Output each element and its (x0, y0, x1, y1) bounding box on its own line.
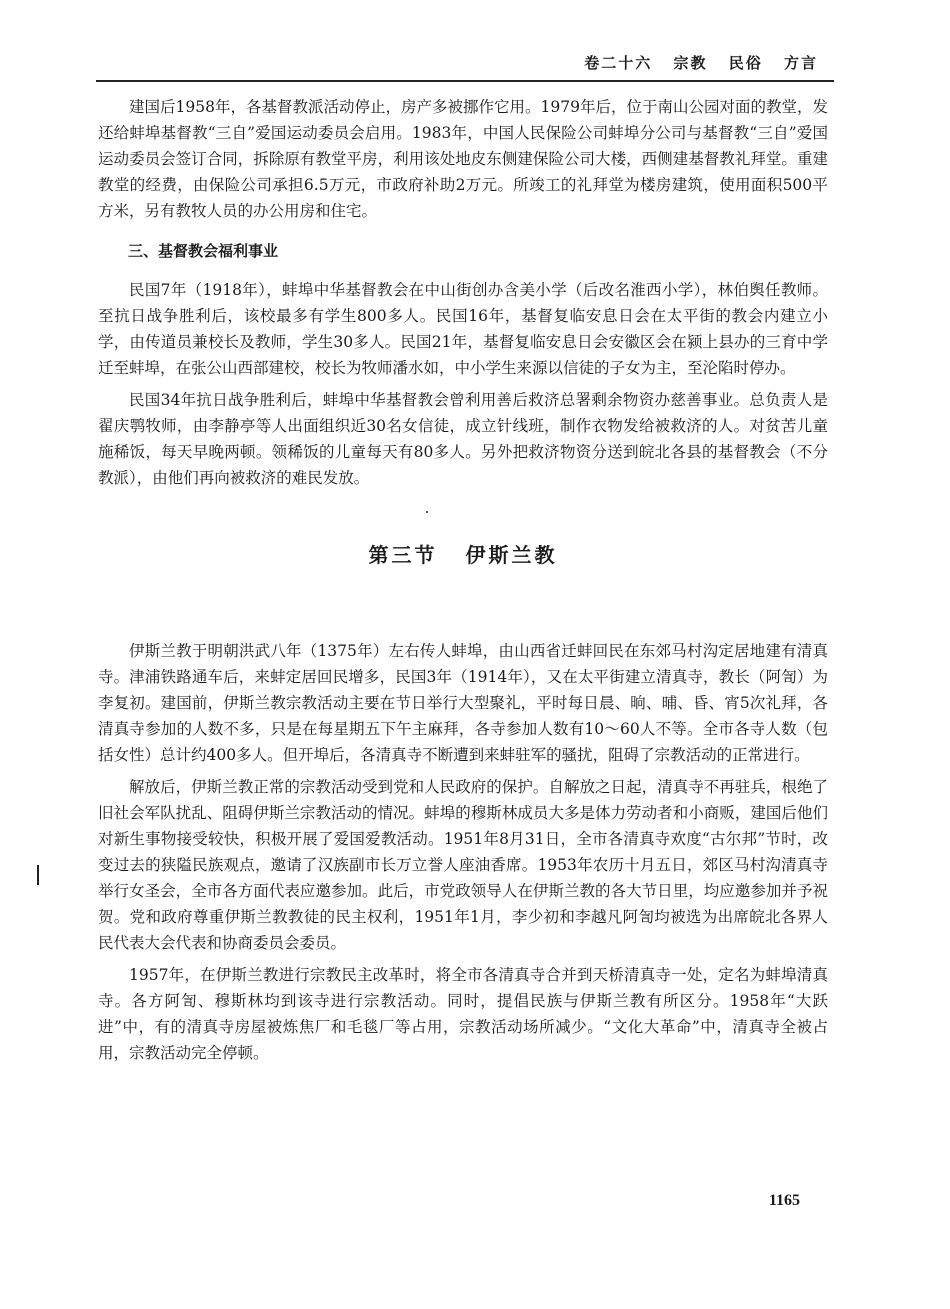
section-name: 伊斯兰教 (465, 543, 558, 567)
section-title (98, 539, 828, 568)
separator-dot (426, 511, 428, 513)
volume-label: 卷二十六 (584, 54, 653, 72)
paragraph-islam-history: 伊斯兰教于明朝洪武八年（1375年）左右传人蚌埠，由山西省迁蚌回民在东郊马村沟定居地建有清真寺。津浦铁路通车后，来蚌定居回民增多，民国3年（1914年），又在太平街建立清真寺，教长（阿訇）为李复初。建国前，伊斯兰教宗教活动主要在节日举行大型聚礼，平时每日晨、晌、晡、昏、宵5次礼拜，各清真寺参加的人数不多，只是在每星期五下午主麻拜，各寺参加人数有10～60人不等。全市各寺人数（包括女性）总计约400多人。但开埠后，各清真寺不断遭到来蚌驻军的骚扰，阻碍了宗教活动的正常进行。 (98, 642, 828, 764)
page-body (98, 94, 828, 1072)
margin-mark (37, 865, 39, 885)
paragraph-church-schools: 民国7年（1918年），蚌埠中华基督教会在中山街创办含美小学（后改名淮西小学），林伯舆任教师。至抗日战争胜利后，该校最多有学生800多人。民国16年，基督复临安息日会在太平街的教会内建立小学，由传道员兼校长及教师，学生30多人。民国21年，基督复临安息日会安徽区会在颍上县办的三育中学迁至蚌埠，在张公山西部建校，校长为牧师潘水如，中小学生来源以信徒的子女为主，至沦陷时停办。 (98, 281, 828, 377)
subsection-heading: 三、基督教会福利事业 (128, 242, 279, 260)
header-rule (96, 80, 834, 82)
topic-folk-customs: 民俗 (728, 54, 763, 72)
running-head (570, 52, 818, 73)
paragraph-islam-reform: 1957年，在伊斯兰教进行宗教民主改革时，将全市各清真寺合并到天桥清真寺一处，定名为蚌埠清真寺。各方阿訇、穆斯林均到该寺进行宗教活动。同时，提倡民族与伊斯兰教有所区分。1958年“大跃进”中，有的清真寺房屋被炼焦厂和毛毯厂等占用，宗教活动场所减少。“文化大革命”中，清真寺全被占用，宗教活动完全停顿。 (98, 966, 828, 1062)
topic-dialect: 方言 (783, 54, 818, 72)
paragraph-islam-after-liberation: 解放后，伊斯兰教正常的宗教活动受到党和人民政府的保护。自解放之日起，清真寺不再驻兵，根绝了旧社会军队扰乱、阻碍伊斯兰宗教活动的情况。蚌埠的穆斯林成员大多是体力劳动者和小商贩，建国后他们对新生事物接受较快，积极开展了爱国爱教活动。1951年8月31日，全市各清真寺欢度“古尔邦”节时，改变过去的狭隘民族观点，邀请了汉族副市长万立誉人座油香席。1953年农历十月五日，郊区马村沟清真寺举行女圣会，全市各方面代表应邀参加。此后，市党政领导人在伊斯兰教的各大节日里，均应邀参加并予祝贺。党和政府尊重伊斯兰教教徒的民主权利，1951年1月，李少初和李越凡阿訇均被选为出席皖北各界人民代表大会代表和协商委员会委员。 (98, 778, 828, 952)
section-number: 第三节 (368, 543, 438, 567)
paragraph-church-rebuild: 建国后1958年，各基督教派活动停止，房产多被挪作它用。1979年后，位于南山公园对面的教堂，发还给蚌埠基督教“三自”爱国运动委员会启用。1983年，中国人民保险公司蚌埠分公司与基督教“三自”爱国运动委员会签订合同，拆除原有教堂平房，利用该处地皮东侧建保险公司大楼，西侧建基督教礼拜堂。重建教堂的经费，由保险公司承担6.5万元，市政府补助2万元。所竣工的礼拜堂为楼房建筑，使用面积500平方米，另有教牧人员的办公用房和住宅。 (98, 98, 828, 220)
topic-religion: 宗教 (673, 54, 708, 72)
paragraph-church-charity: 民国34年抗日战争胜利后，蚌埠中华基督教会曾利用善后救济总署剩余物资办慈善事业。总负责人是翟庆鹗牧师，由李静亭等人出面组织近30名女信徒，成立针线班，制作衣物发给被救济的人。对贫苦儿童施稀饭，每天早晚两顿。领稀饭的儿童每天有80多人。另外把救济物资分送到皖北各县的基督教会（不分教派），由他们再向被救济的难民发放。 (98, 391, 828, 487)
page-number: 1165 (768, 1192, 800, 1209)
